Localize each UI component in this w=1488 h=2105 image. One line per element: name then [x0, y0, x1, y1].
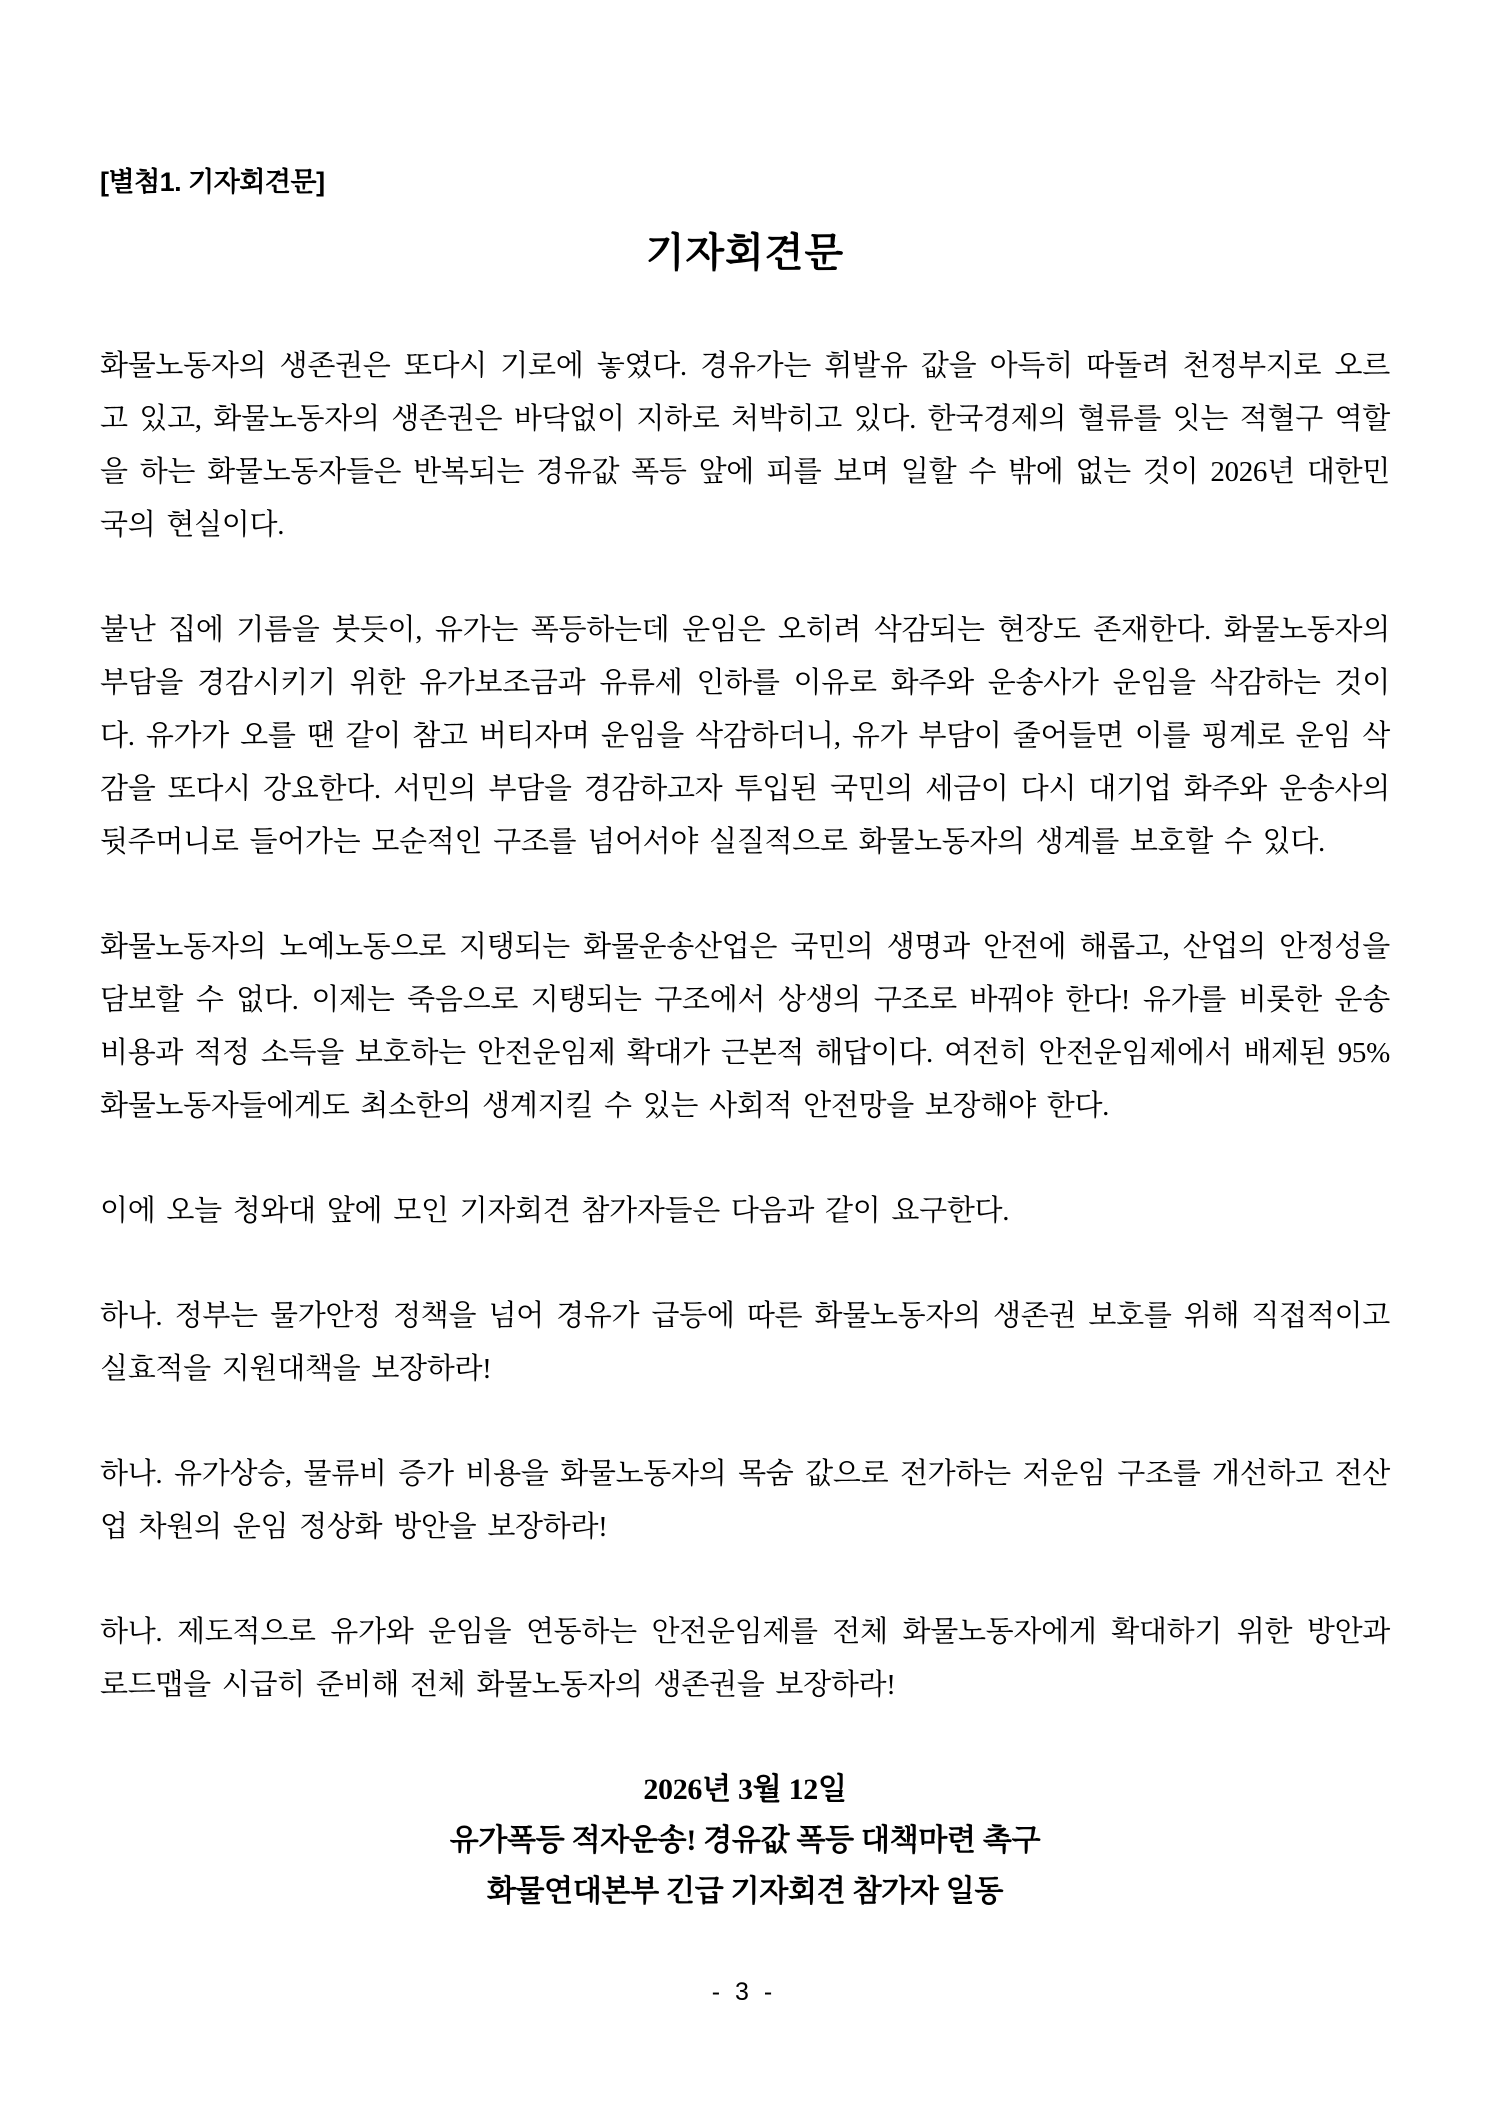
demand-paragraph-3: 하나. 제도적으로 유가와 운임을 연동하는 안전운임제를 전체 화물노동자에게 확대하기 위한 방안과 로드맵을 시급히 준비해 전체 화물노동자의 생존권을 보장하라!: [100, 1616, 1390, 1701]
sign-off-slogan: 유가폭등 적자운송! 경유값 폭등 대책마련 촉구: [449, 1824, 1041, 1857]
body-paragraph-4: 이에 오늘 청와대 앞에 모인 기자회견 참가자들은 다음과 같이 요구한다.: [100, 1195, 1010, 1227]
page-number: - 3 -: [711, 1978, 777, 2006]
demand-paragraph-1: 하나. 정부는 물가안정 정책을 넘어 경유가 급등에 따른 화물노동자의 생존권 보호를 위해 직접적이고 실효적을 지원대책을 보장하라!: [100, 1300, 1390, 1385]
body-paragraph-2: 불난 집에 기름을 붓듯이, 유가는 폭등하는데 운임은 오히려 삭감되는 현장도 존재한다. 화물노동자의 부담을 경감시키기 위한 유가보조금과 유류세 인하를 이유로 화주와 운송사가 운임을 삭감하는 것이다. 유가가 오를 땐 같이 참고 버티자며 운임을 삭감하더니, 유가 부담이 줄어들면 이를 핑계로 운임 삭감을 또다시 강요한다. 서민의 부담을 경감하고자 투입된 국민의 세금이 다시 대기업 화주와 운송사의 뒷주머니로 들어가는 모순적인 구조를 넘어서야 실질적으로 화물노동자의 생계를 보호할 수 있다.: [100, 614, 1390, 858]
page-title: 기자회견문: [645, 230, 845, 275]
sign-off-organizer: 화물연대본부 긴급 기자회견 참가자 일동: [486, 1875, 1004, 1908]
body-paragraph-1: 화물노동자의 생존권은 또다시 기로에 놓였다. 경유가는 휘발유 값을 아득히 따돌려 천정부지로 오르고 있고, 화물노동자의 생존권은 바닥없이 지하로 처박히고 있다. 한국경제의 혈류를 잇는 적혈구 역할을 하는 화물노동자들은 반복되는 경유값 폭등 앞에 피를 보며 일할 수 밖에 없는 것이 2026년 대한민국의 현실이다.: [100, 350, 1390, 541]
body-paragraph-3: 화물노동자의 노예노동으로 지탱되는 화물운송산업은 국민의 생명과 안전에 해롭고, 산업의 안정성을 담보할 수 없다. 이제는 죽음으로 지탱되는 구조에서 상생의 구조로 바꿔야 한다! 유가를 비롯한 운송비용과 적정 소득을 보호하는 안전운임제 확대가 근본적 해답이다. 여전히 안전운임제에서 배제된 95% 화물노동자들에게도 최소한의 생계지킬 수 있는 사회적 안전망을 보장해야 한다.: [100, 931, 1390, 1122]
sign-off-block: [100, 1764, 1390, 1917]
sign-off-date: 2026년 3월 12일: [643, 1773, 847, 1806]
demand-paragraph-2: 하나. 유가상승, 물류비 증가 비용을 화물노동자의 목숨 값으로 전가하는 저운임 구조를 개선하고 전산업 차원의 운임 정상화 방안을 보장하라!: [100, 1458, 1390, 1543]
attachment-label: [별첨1. 기자회견문]: [100, 167, 325, 197]
